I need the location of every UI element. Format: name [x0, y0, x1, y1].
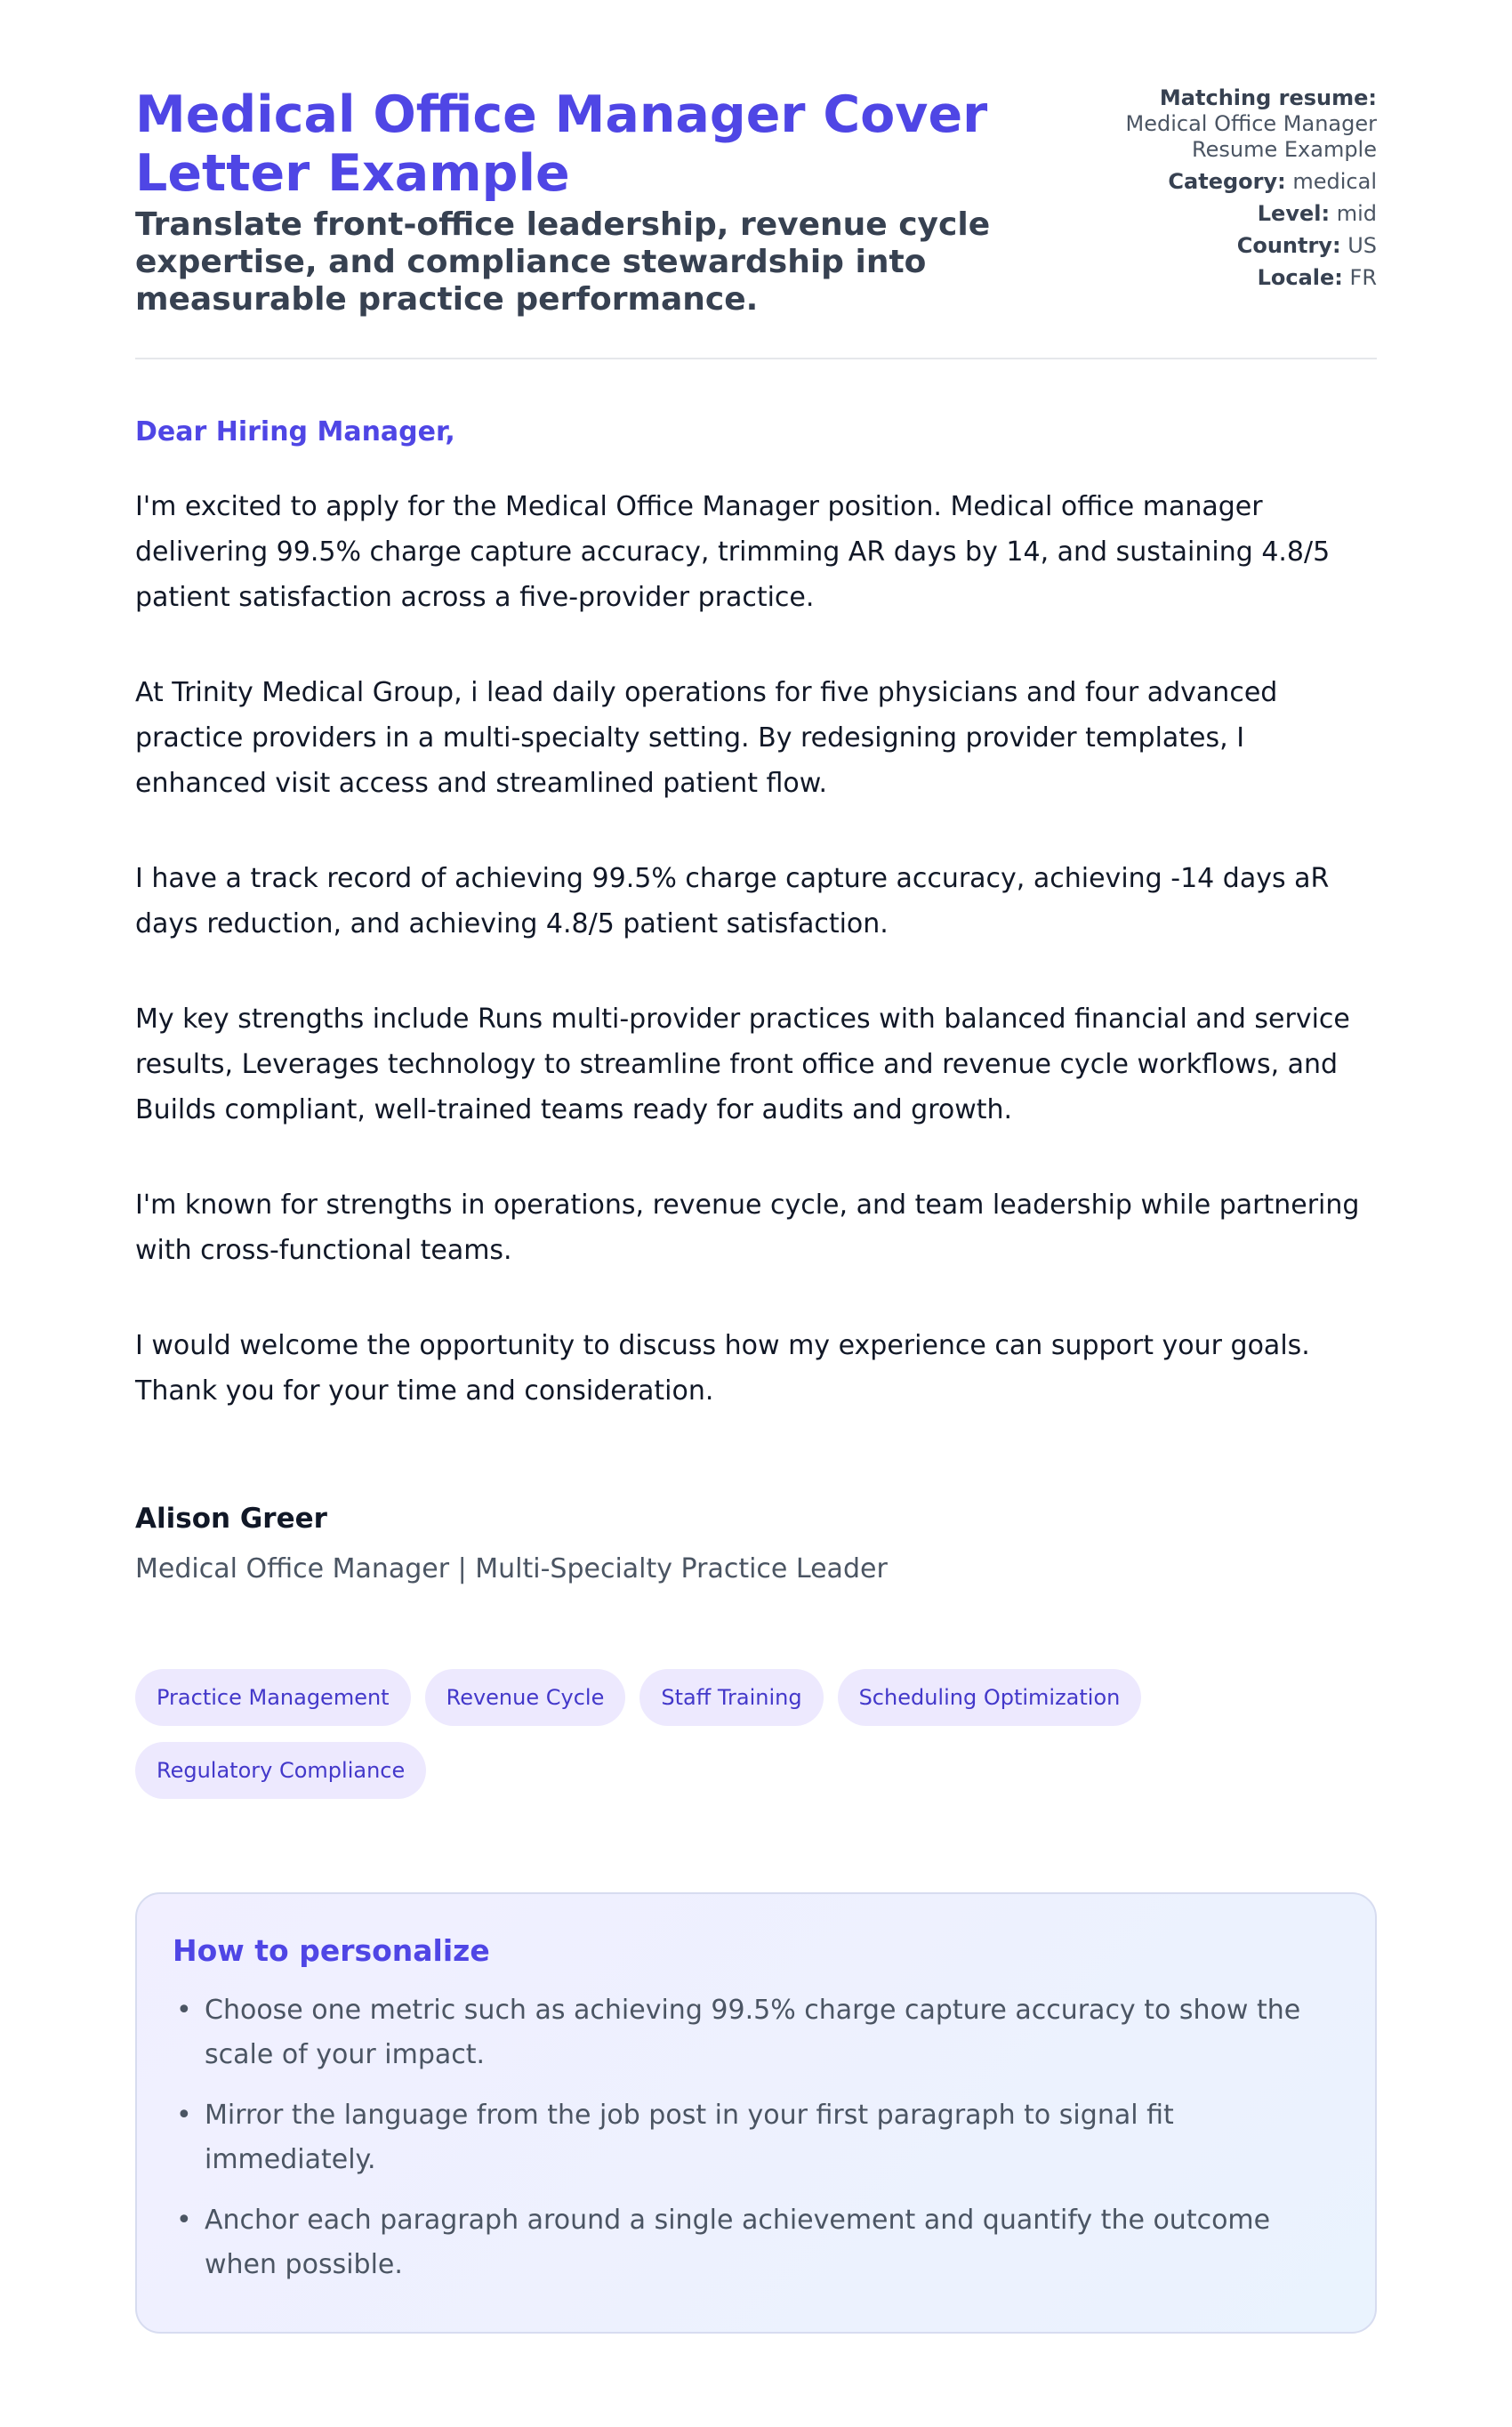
personalize-tips-box [135, 1892, 1377, 2334]
meta-level [1083, 201, 1377, 227]
skill-tag: Revenue Cycle [425, 1669, 626, 1726]
meta-locale [1083, 265, 1377, 291]
page-header [135, 85, 1377, 317]
letter-paragraph: At Trinity Medical Group, i lead daily operations for five physicians and four advanced practice providers in a multi-specialty setting. By redesigning provider templates, I enhanced visit access and streamlined patient flow. [135, 677, 1278, 799]
meta-panel [1083, 85, 1377, 297]
meta-country-label: Country: [1236, 233, 1341, 258]
meta-level-label: Level: [1257, 201, 1331, 226]
signature-name: Alison Greer [135, 1503, 327, 1535]
page-title: Medical Office Manager Cover Letter Example [135, 85, 988, 203]
letter-paragraph: I have a track record of achieving 99.5% charge capture accuracy, achieving -14 days aR days reduction, and achieving 4.8/5 patient satisfaction. [135, 863, 1330, 939]
letter-paragraph: I'm known for strengths in operations, revenue cycle, and team leadership while partnering with cross-functional teams. [135, 1189, 1360, 1266]
bullet-icon: • [176, 2100, 192, 2131]
skill-tag: Practice Management [135, 1669, 411, 1726]
meta-country [1083, 233, 1377, 259]
meta-category [1083, 169, 1377, 195]
letter-paragraph: I would welcome the opportunity to discuss how my experience can support your goals. Thank you for your time and consideration. [135, 1330, 1310, 1407]
signature-block [135, 1502, 888, 1585]
meta-level-value: mid [1336, 201, 1377, 226]
letter-body [135, 416, 1377, 1463]
tip-text: Anchor each paragraph around a single achievement and quantify the outcome when possible. [205, 2205, 1271, 2280]
tip-item [176, 2198, 1339, 2287]
tip-item [176, 1988, 1339, 2077]
skill-tag: Scheduling Optimization [838, 1669, 1142, 1726]
meta-country-value: US [1347, 233, 1377, 258]
tips-heading: How to personalize [173, 1933, 490, 1968]
meta-matching-resume-label: Matching resume: [1159, 85, 1377, 110]
meta-category-value: medical [1292, 169, 1377, 194]
letter-greeting: Dear Hiring Manager, [135, 416, 455, 448]
signature-title: Medical Office Manager | Multi-Specialty Practice Leader [135, 1553, 888, 1584]
letter-paragraph: My key strengths include Runs multi-provider practices with balanced financial and service results, Leverages technology to streamline front office and revenue cycle workflows, and Builds compliant, well-trained teams ready for audits and growth. [135, 1004, 1350, 1125]
skill-tag: Regulatory Compliance [135, 1742, 426, 1799]
title-block [135, 85, 1025, 318]
meta-locale-label: Locale: [1257, 265, 1343, 290]
meta-matching-resume [1083, 85, 1377, 163]
letter-paragraph: I'm excited to apply for the Medical Office Manager position. Medical office manager delivering 99.5% charge capture accuracy, trimming AR days by 14, and sustaining 4.8/5 patient satisfaction across a five-provider practice. [135, 491, 1331, 613]
skill-tags [135, 1669, 1202, 1799]
header-divider [135, 358, 1377, 359]
meta-matching-resume-value: Medical Office Manager Resume Example [1125, 111, 1377, 162]
page-subtitle: Translate front-office leadership, revenue cycle expertise, and compliance stewardship into measurable practice performance. [135, 206, 991, 318]
tip-item [176, 2093, 1339, 2182]
bullet-icon: • [176, 2205, 192, 2236]
skill-tag: Staff Training [639, 1669, 823, 1726]
tips-list [173, 1988, 1339, 2287]
meta-category-label: Category: [1168, 169, 1286, 194]
meta-locale-value: FR [1349, 265, 1377, 290]
tip-text: Mirror the language from the job post in your first paragraph to signal fit immediately. [205, 2100, 1174, 2175]
bullet-icon: • [176, 1995, 192, 2026]
tip-text: Choose one metric such as achieving 99.5% charge capture accuracy to show the scale of your impact. [205, 1995, 1301, 2070]
